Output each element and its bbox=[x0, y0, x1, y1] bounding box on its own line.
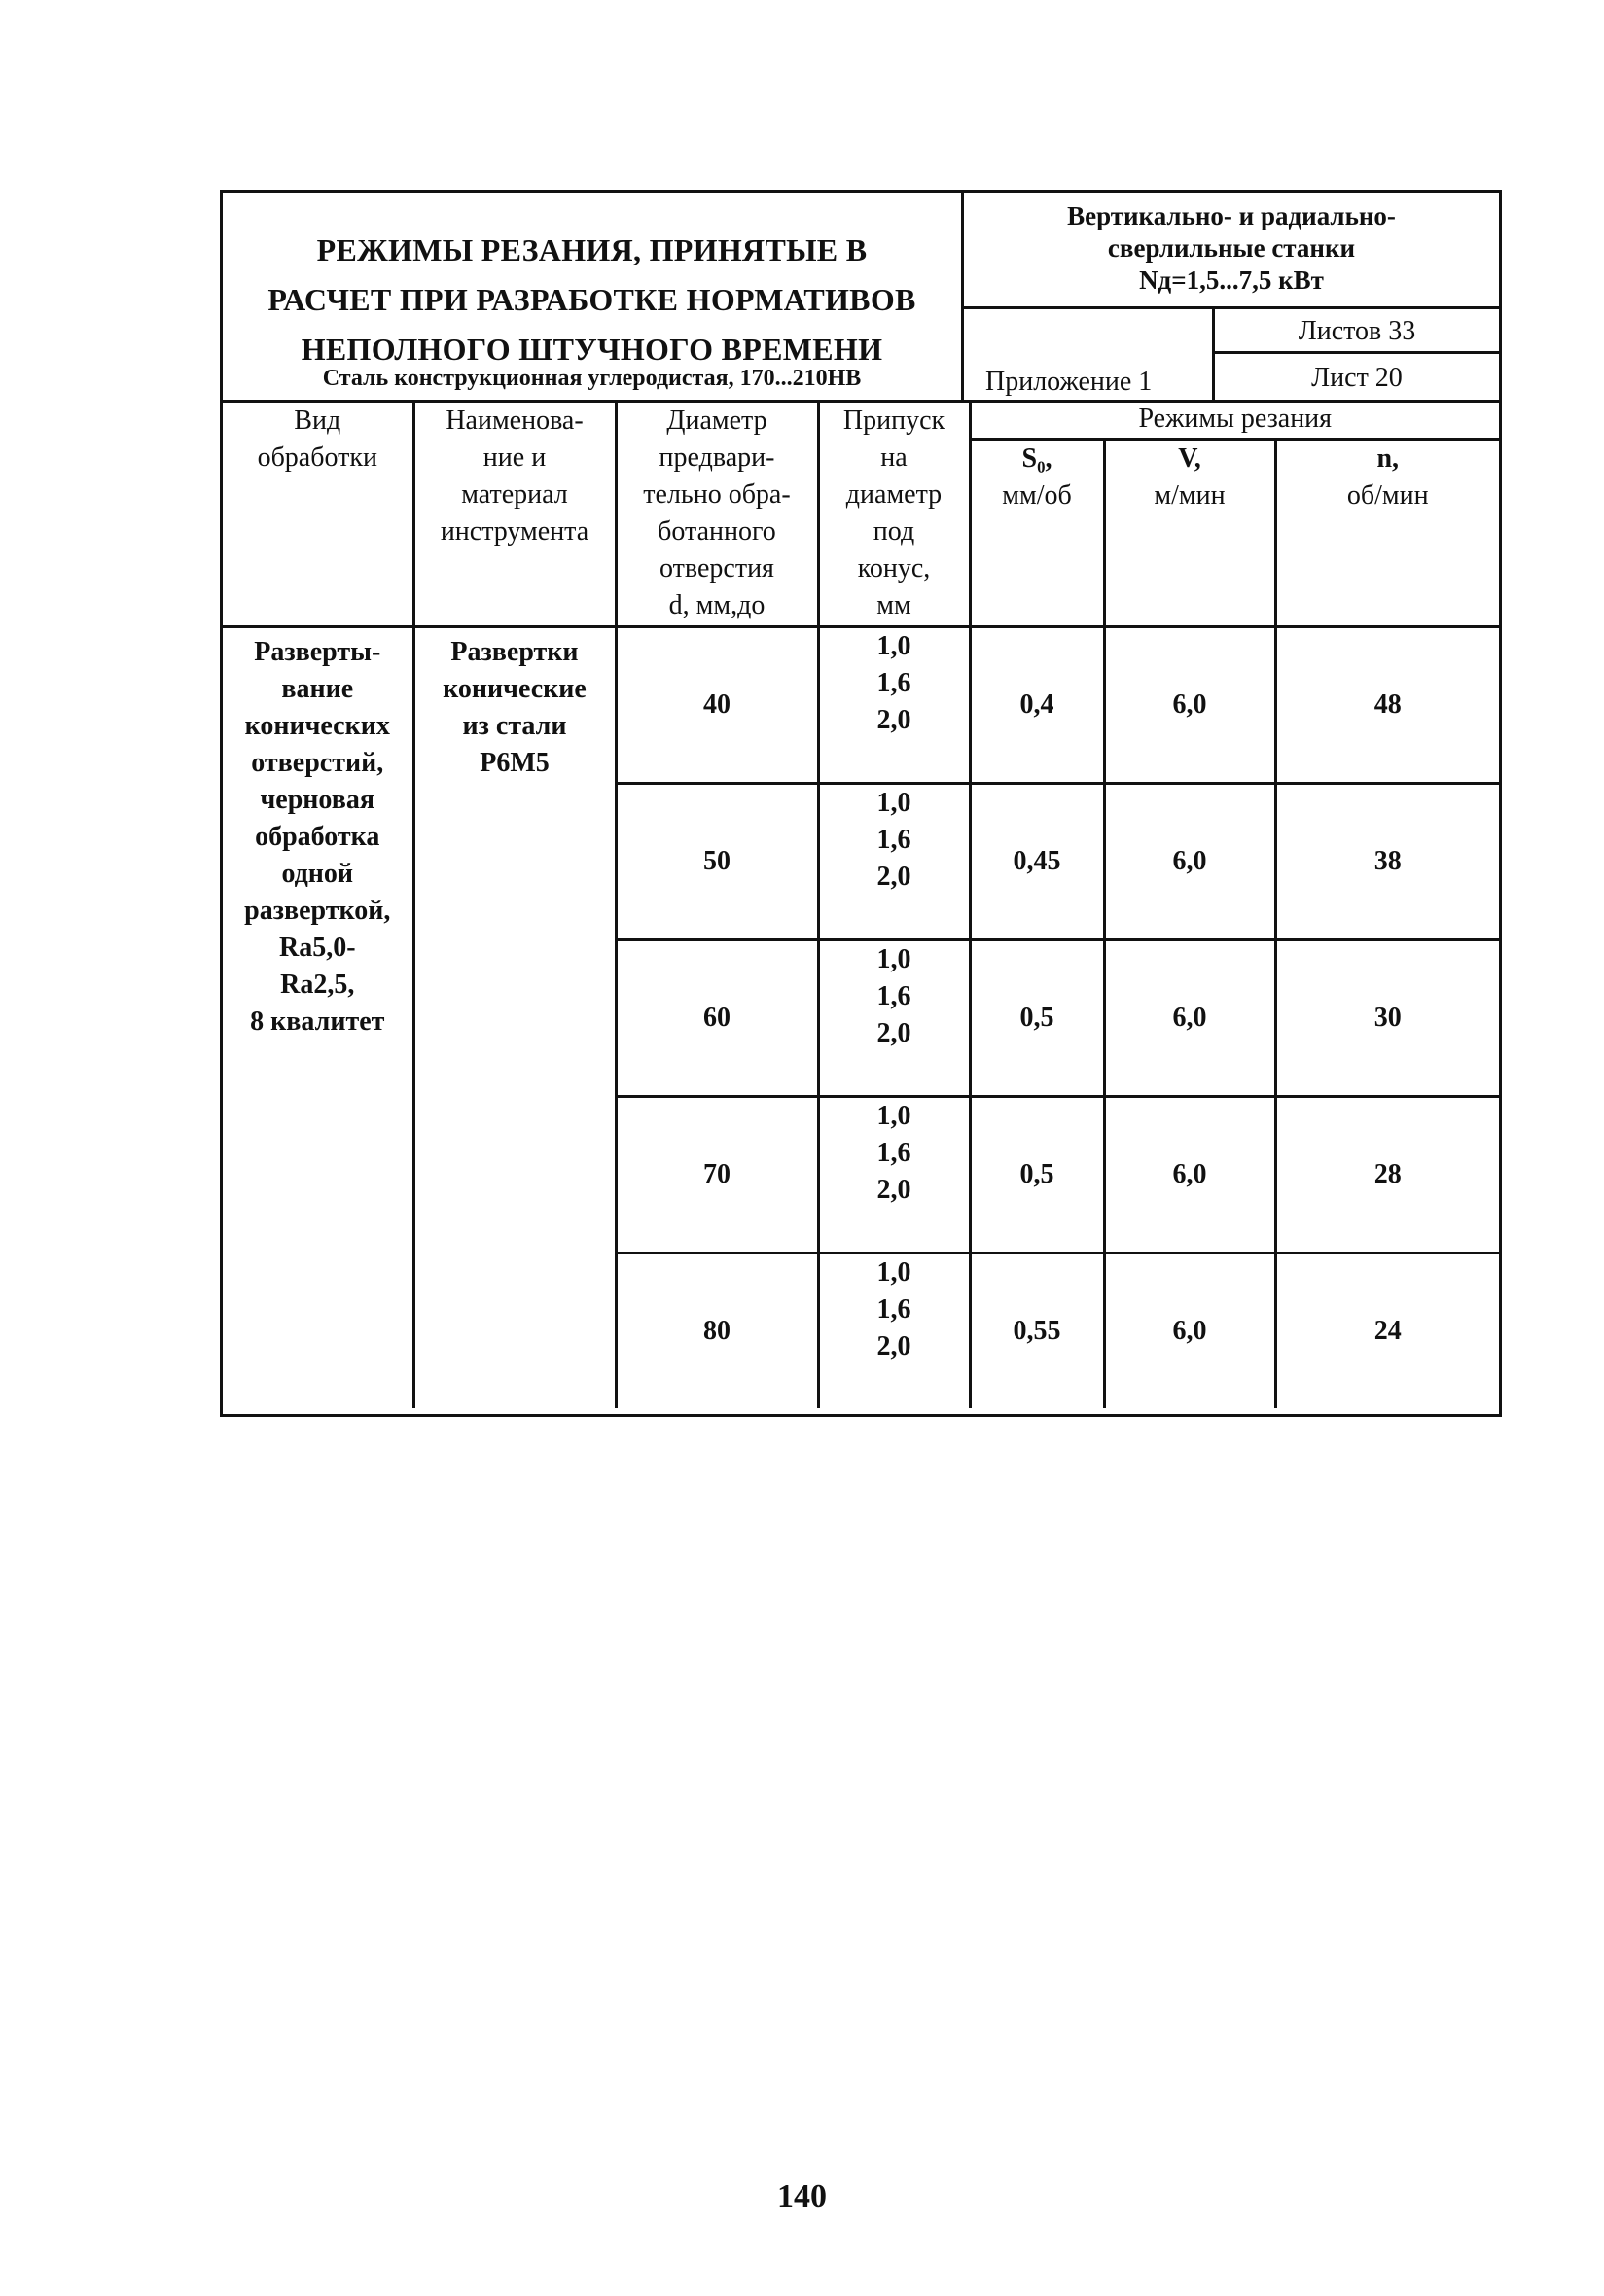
n-cell: 38 bbox=[1275, 784, 1499, 940]
header-text: на bbox=[880, 442, 908, 473]
title-line: РАСЧЕТ ПРИ РАЗРАБОТКЕ НОРМАТИВОВ bbox=[267, 282, 916, 317]
header-text: Припуск bbox=[842, 406, 945, 436]
header-text: м/мин bbox=[1154, 480, 1226, 511]
header-text: под bbox=[873, 516, 915, 547]
header-text: отверстия bbox=[659, 553, 774, 583]
title-block bbox=[223, 193, 964, 400]
cutting-modes-table bbox=[223, 400, 1499, 1408]
diameter-cell: 70 bbox=[616, 1097, 818, 1254]
kind-cell bbox=[223, 627, 413, 1409]
title-line: РЕЖИМЫ РЕЗАНИЯ, ПРИНЯТЫЕ В bbox=[316, 232, 868, 267]
header-row bbox=[223, 402, 1499, 440]
allowance-value: 1,6 bbox=[876, 1138, 911, 1168]
diameter-cell: 60 bbox=[616, 940, 818, 1097]
allowance-value: 1,0 bbox=[876, 944, 911, 974]
tool-line: Развертки bbox=[450, 637, 579, 667]
header-text: мм bbox=[876, 590, 911, 620]
v-cell: 6,0 bbox=[1104, 1254, 1275, 1409]
allowance-value: 2,0 bbox=[876, 705, 911, 735]
kind-line: обработка bbox=[255, 822, 380, 852]
allowance-cell bbox=[818, 627, 970, 784]
allowance-value: 1,0 bbox=[876, 631, 911, 661]
header-text: n, bbox=[1376, 443, 1400, 474]
kind-line: конических bbox=[244, 711, 390, 741]
kind-line: одной bbox=[281, 859, 354, 889]
tool-line: Р6М5 bbox=[480, 748, 550, 778]
header-text: Диаметр bbox=[666, 406, 767, 436]
header-text: материал bbox=[461, 479, 568, 510]
material-subtitle: Сталь конструкционная углеродистая, 170...210НВ bbox=[322, 366, 862, 391]
machine-line: Вертикально- и радиально- bbox=[1067, 201, 1396, 230]
stamp-block bbox=[964, 193, 1499, 400]
header-text: d, мм,до bbox=[668, 590, 766, 620]
page-number: 140 bbox=[777, 2178, 827, 2214]
norms-table-sheet bbox=[220, 190, 1502, 1417]
kind-line: Ra2,5, bbox=[280, 970, 355, 1000]
allowance-cell bbox=[818, 940, 970, 1097]
header-text: предвари- bbox=[659, 442, 775, 473]
header-text: тельно обра- bbox=[643, 479, 791, 510]
appendix-cell bbox=[964, 309, 1215, 400]
allowance-value: 2,0 bbox=[876, 862, 911, 892]
header-text: инструмента bbox=[440, 516, 589, 547]
diameter-cell: 40 bbox=[616, 627, 818, 784]
header-text: S₀, bbox=[1021, 443, 1052, 474]
sheets-total: Листов 33 bbox=[1215, 309, 1499, 354]
tool-line: из стали bbox=[462, 711, 567, 741]
header-text: Вид bbox=[294, 406, 341, 436]
allowance-value: 1,6 bbox=[876, 981, 911, 1011]
title-line: НЕПОЛНОГО ШТУЧНОГО ВРЕМЕНИ bbox=[301, 332, 883, 367]
v-cell: 6,0 bbox=[1104, 627, 1275, 784]
table-header-block bbox=[223, 193, 1499, 400]
header-text: диаметр bbox=[845, 479, 943, 510]
n-cell: 28 bbox=[1275, 1097, 1499, 1254]
allowance-value: 1,6 bbox=[876, 668, 911, 698]
kind-line: разверткой, bbox=[244, 896, 391, 926]
allowance-value: 1,0 bbox=[876, 1101, 911, 1131]
header-text: конус, bbox=[857, 553, 931, 583]
col-header-kind bbox=[223, 402, 413, 627]
appendix-label: Приложение 1 bbox=[985, 367, 1153, 397]
allowance-value: 1,0 bbox=[876, 1257, 911, 1288]
table-row bbox=[223, 627, 1499, 784]
s0-cell: 0,55 bbox=[970, 1254, 1104, 1409]
header-text: ботанного bbox=[658, 516, 776, 547]
col-header-allowance bbox=[818, 402, 970, 627]
col-header-n bbox=[1275, 440, 1499, 627]
header-text: мм/об bbox=[1002, 480, 1072, 511]
col-header-diameter bbox=[616, 402, 818, 627]
n-cell: 48 bbox=[1275, 627, 1499, 784]
sheet-number: Лист 20 bbox=[1311, 363, 1403, 393]
diameter-cell: 50 bbox=[616, 784, 818, 940]
allowance-value: 2,0 bbox=[876, 1331, 911, 1361]
document-title bbox=[223, 226, 961, 374]
header-text: Наименова- bbox=[446, 406, 584, 436]
header-text: V, bbox=[1178, 443, 1201, 474]
col-header-tool bbox=[413, 402, 616, 627]
kind-line: Ra5,0- bbox=[278, 933, 356, 963]
kind-line: вание bbox=[281, 674, 354, 704]
v-cell: 6,0 bbox=[1104, 1097, 1275, 1254]
col-header-modes: Режимы резания bbox=[970, 402, 1499, 440]
allowance-value: 2,0 bbox=[876, 1018, 911, 1048]
n-cell: 30 bbox=[1275, 940, 1499, 1097]
s0-cell: 0,45 bbox=[970, 784, 1104, 940]
diameter-cell: 80 bbox=[616, 1254, 818, 1409]
s0-cell: 0,4 bbox=[970, 627, 1104, 784]
s0-cell: 0,5 bbox=[970, 1097, 1104, 1254]
col-header-s0 bbox=[970, 440, 1104, 627]
tool-line: конические bbox=[443, 674, 587, 704]
machine-power: Nд=1,5...7,5 кВт bbox=[1139, 265, 1324, 295]
kind-line: черновая bbox=[260, 785, 374, 815]
header-text: об/мин bbox=[1346, 480, 1429, 511]
v-cell: 6,0 bbox=[1104, 940, 1275, 1097]
tool-cell bbox=[413, 627, 616, 1409]
allowance-cell bbox=[818, 1097, 970, 1254]
header-text: ние и bbox=[482, 442, 547, 473]
n-cell: 24 bbox=[1275, 1254, 1499, 1409]
allowance-value: 1,6 bbox=[876, 1294, 911, 1325]
col-header-v bbox=[1104, 440, 1275, 627]
allowance-value: 1,6 bbox=[876, 825, 911, 855]
allowance-cell bbox=[818, 784, 970, 940]
machine-group bbox=[964, 193, 1499, 309]
kind-line: 8 квалитет bbox=[250, 1007, 385, 1037]
allowance-value: 1,0 bbox=[876, 788, 911, 818]
v-cell: 6,0 bbox=[1104, 784, 1275, 940]
kind-line: отверстий, bbox=[251, 748, 384, 778]
header-text: обработки bbox=[257, 442, 377, 473]
allowance-value: 2,0 bbox=[876, 1175, 911, 1205]
machine-line: сверлильные станки bbox=[1107, 233, 1356, 263]
kind-line: Разверты- bbox=[254, 637, 381, 667]
s0-cell: 0,5 bbox=[970, 940, 1104, 1097]
allowance-cell bbox=[818, 1254, 970, 1409]
